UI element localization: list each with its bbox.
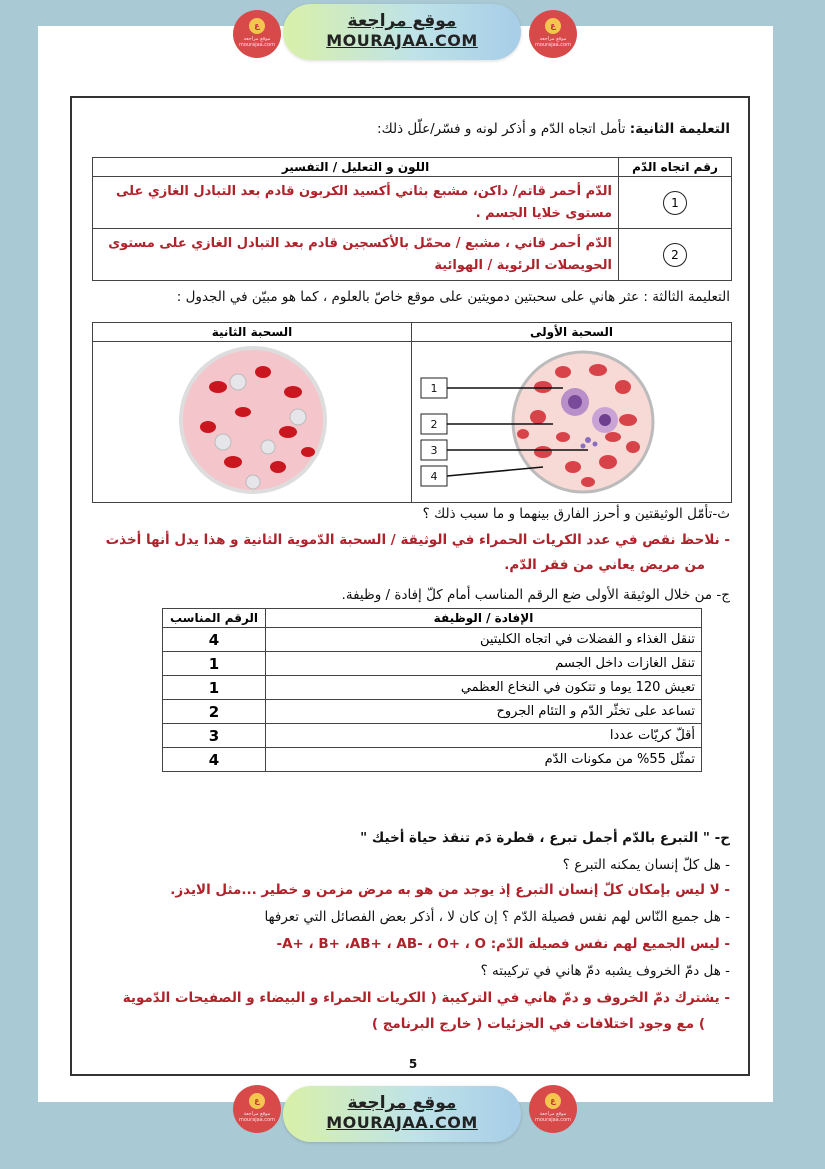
- answer-th-line2: من مريض يعاني من فقر الدّم.: [504, 557, 705, 573]
- table-row: تمثّل 55% من مكونات الدّم 4: [163, 748, 702, 772]
- question-h-2: - هل جميع النّاس لهم نفس فصيلة الدّم ؟ إن كان لا ، أذكر بعض الفصائل التي تعرفها: [264, 909, 730, 925]
- smear-label-1: 1: [430, 382, 438, 395]
- logo-badge-left-bottom: ع موقع مراجعة mourajaa.com: [233, 1085, 281, 1133]
- direction-number: 2: [663, 243, 687, 267]
- smear-label-2: 2: [430, 418, 438, 431]
- page-number: 5: [408, 1057, 418, 1071]
- table-header-direction: رقم اتجاه الدّم: [619, 158, 732, 177]
- site-name-arabic: موقع مراجعة: [347, 1093, 457, 1113]
- logo-badge-right-bottom: ع موقع مراجعة mourajaa.com: [529, 1085, 577, 1133]
- direction-explanation: الدّم أحمر قاتم/ داكن، مشبع بثاني أكسيد الكربون قادم بعد التبادل الغازي على مستوى خلايا الجسم .: [93, 177, 619, 229]
- question-h-quote: ح- " التبرع بالدّم أجمل تبرع ، قطرة دَم تنقذ حياة أخيك ": [360, 830, 730, 846]
- first-smear-illustration: [413, 342, 731, 498]
- table-row: [93, 177, 732, 229]
- answer-h-2: - ليس الجميع لهم نفس فصيلة الدّم: A+ ، B+ ،AB+ ، AB- ، O+ ، O-: [276, 936, 730, 952]
- blood-direction-table: [92, 157, 732, 281]
- table-row: تساعد على تخثّر الدّم و التئام الجروح 2: [163, 700, 702, 724]
- logo-badge-left-top: ع موقع مراجعة mourajaa.com: [233, 10, 281, 58]
- smear-label-3: 3: [430, 444, 438, 457]
- site-name-arabic: موقع مراجعة: [347, 11, 457, 31]
- header-number: الرقم المناسب: [163, 609, 266, 628]
- table-row: أقلّ كريّات عددا 3: [163, 724, 702, 748]
- answer-th-line1: - نلاحظ نقص في عدد الكريات الحمراء في الوثيقة / السحبة الدّموية الثانية و هذا يدل أنها أخذت: [105, 532, 730, 548]
- table-row: تنقل الغذاء و الفضلات في اتجاه الكليتين 4: [163, 628, 702, 652]
- function-table: [162, 608, 702, 772]
- question-j: ج- من خلال الوثيقة الأولى ضع الرقم المناسب أمام كلّ إفادة / وظيفة.: [341, 587, 730, 603]
- answer-h-1: - لا ليس بإمكان كلّ إنسان التبرع إذ يوجد من هو به مرض مزمن و خطير ...مثل الايدز.: [170, 882, 730, 898]
- table-row: تعيش 120 يوما و تتكون في النخاع العظمي 1: [163, 676, 702, 700]
- smear-label-4: 4: [430, 470, 438, 483]
- header-function: الإفادة / الوظيفة: [266, 609, 702, 628]
- answer-h-3-line1: - يشترك دمّ الخروف و دمّ هاني في التركيبة ( الكريات الحمراء و البيضاء و الصفيحات الدّموية: [122, 990, 730, 1006]
- question-th: ث-تأمّل الوثيقتين و أحرز الفارق بينهما و ما سبب ذلك ؟: [422, 506, 730, 522]
- site-banner-bottom[interactable]: [283, 1086, 521, 1142]
- header-first-smear: السحبة الأولى: [412, 323, 732, 342]
- table-row: تنقل الغازات داخل الجسم 1: [163, 652, 702, 676]
- instruction3-line: التعليمة الثالثة : عثر هاني على سحبتين دمويتين على موقع خاصّ بالعلوم ، كما هو مبيّن في الجدول :: [176, 289, 730, 305]
- question-h-1: - هل كلّ إنسان يمكنه التبرع ؟: [562, 857, 730, 873]
- table-row: [93, 229, 732, 281]
- logo-badge-right-top: ع موقع مراجعة mourajaa.com: [529, 10, 577, 58]
- second-smear-illustration: [93, 342, 411, 498]
- question-h-3: - هل دمّ الخروف يشبه دمّ هاني في تركيبته ؟: [480, 963, 730, 979]
- table-header-explanation: اللون و التعليل / التفسير: [93, 158, 619, 177]
- direction-explanation: الدّم أحمر قاني ، مشبع / محمّل بالأكسجين قادم بعد التبادل الغازي على مستوى الحويصلات الرئوية / الهوائية: [93, 229, 619, 281]
- second-smear-cell: [93, 342, 412, 503]
- first-smear-cell: [412, 342, 732, 503]
- direction-number: 1: [663, 191, 687, 215]
- instruction2-line: التعليمة الثانية: تأمل اتجاه الدّم و أذكر لونه و فسّر/علّل ذلك:: [377, 121, 730, 137]
- header-second-smear: السحبة الثانية: [93, 323, 412, 342]
- blood-smear-table: [92, 322, 732, 503]
- site-banner-top[interactable]: [283, 4, 521, 60]
- site-name-latin: MOURAJAA.COM: [326, 31, 478, 50]
- site-name-latin: MOURAJAA.COM: [326, 1113, 478, 1132]
- answer-h-3-line2: ) مع وجود اختلافات في الجزئيات ( خارج البرنامج ): [371, 1016, 705, 1032]
